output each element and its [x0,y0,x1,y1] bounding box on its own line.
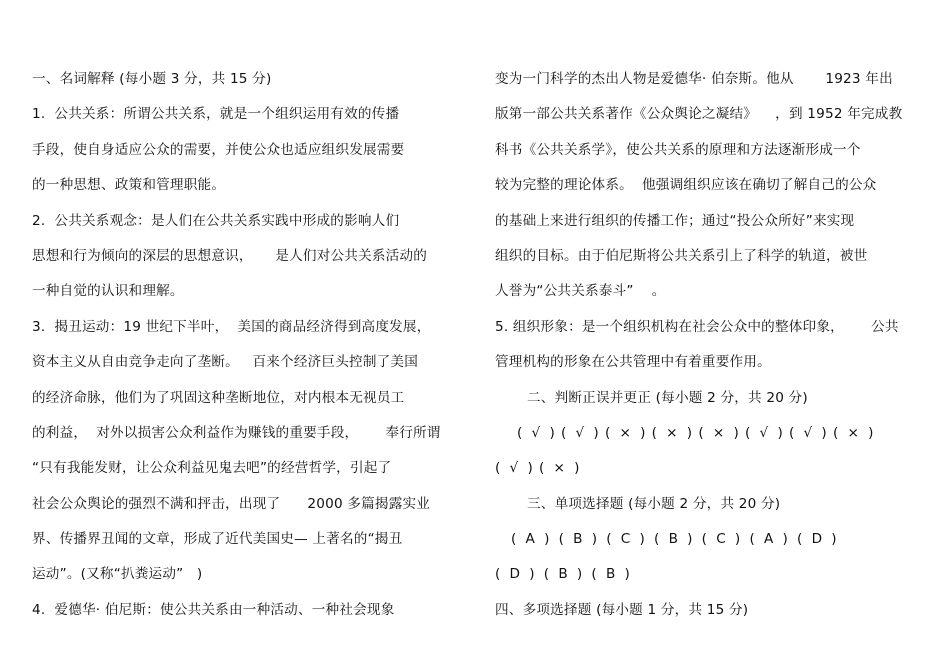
paren-open: ( [797,531,812,548]
paren-close: ) [540,424,555,441]
paren-close: ) [822,531,837,548]
paren-open: ( [538,460,554,477]
choice-answer-value: A [525,531,536,548]
choice-answer [654,522,693,557]
right-text-line: 组织的目标。由于伯尼斯将公共关系引上了科学的轨道，被世 [495,247,868,264]
paren-open: ( [698,424,713,441]
left-column [32,62,452,628]
choice-answer-value: D [811,531,823,548]
choice-answer-value: A [763,531,774,548]
paren-close: ) [773,531,789,548]
right-text-line: 的基础上来进行组织的传播工作；通过“投公众所好”来实现 [495,212,855,229]
choice-answer [702,522,741,557]
paren-open: ( [495,566,510,583]
choice-answer-value: C [620,531,631,548]
right-text-line: 科书《公共关系学》，使公共关系的原理和方法逐渐形成一个 [495,141,861,158]
judgement-answer [698,416,739,451]
judgement-answers-row-2 [495,451,920,486]
choice-answers-row-2 [495,557,920,592]
section4-heading: 四、多项选择题 (每小题 1 分，共 15 分) [495,601,749,618]
right-text-line: 较为完整的理论体系。 他强调组织应该在确切了解自己的公众 [495,177,877,194]
choice-answer-value: B [558,566,568,583]
judgement-answer-value: × [712,424,725,441]
paren-open: ( [604,424,620,441]
right-text-line: 变为一门科学的杰出人物是爱德华· 伯奈斯。他从 1923 年出 [495,71,893,87]
choice-answer-value: D [509,566,521,583]
right-text-line: 人誉为“公共关系泰斗” 。 [495,283,666,300]
paren-open: ( [543,566,559,583]
judgement-answer-value: √ [759,424,769,441]
left-text-line: 的经济命脉，他们为了巩固这种垄断地位，对内根本无视员工 [32,389,405,406]
paren-close: ) [565,460,580,477]
paren-open: ( [560,424,576,441]
choice-answer [495,557,535,592]
judgement-answer-value: √ [509,460,519,477]
choice-answer-value: B [668,531,679,548]
left-text-line: 一、名词解释 (每小题 3 分，共 15 分) [32,71,272,87]
left-text-line: 资本主义从自由竞争走向了垄断。 百来个经济巨头控制了美国 [32,354,418,371]
judgement-answer [833,416,874,451]
judgement-answer-value: × [619,424,632,441]
judgement-answer-value: × [666,424,678,441]
left-text-line: 的利益， 对外以损害公众利益作为赚钱的重要手段， 奉行所谓 [32,424,441,441]
left-text-line: 的一种思想、政策和管理职能。 [32,177,226,194]
paren-open: ( [788,424,804,441]
right-text-lines [495,62,920,381]
paren-open: ( [606,531,621,548]
paren-open: ( [701,531,717,548]
paren-open: ( [558,531,574,548]
choice-answer [544,557,583,592]
paren-open: ( [832,424,848,441]
paren-close: ) [518,460,533,477]
paren-close: ) [677,424,693,441]
choice-answer [511,522,550,557]
left-text-line: 手段，使自身适应公众的需要，并使公众也适应组织发展需要 [32,141,405,158]
paren-open: ( [511,531,526,548]
left-text-line: 界、传播界丑闻的文章，形成了近代美国史— 上著名的“揭丑 [32,531,403,548]
judgement-answer [561,416,599,451]
choice-answer-value: B [573,531,583,548]
judgement-answer-value: × [553,460,566,477]
paren-close: ) [631,424,646,441]
choice-answer-value: B [605,566,616,583]
left-text-line: 社会公众舆论的强烈不满和抨击，出现了 2000 多篇揭露实业 [32,495,431,512]
judgement-answer [605,416,646,451]
left-text-line: 3. 揭丑运动：19 世纪下半叶， 美国的商品经济得到高度发展， [32,318,431,335]
paren-close: ) [725,531,741,548]
judgement-answer [789,416,827,451]
paren-close: ) [724,424,739,441]
paren-close: ) [520,566,535,583]
judgement-answer-value: × [847,424,860,441]
choice-answer [559,522,598,557]
choice-answer-value: C [716,531,726,548]
left-text-line: 4. 爱德华· 伯尼斯：使公共关系由一种活动、一种社会现象 [32,601,395,618]
right-text-line: 5. 组织形象：是一个组织机构在社会公众中的整体印象， 公共 [495,318,899,335]
choice-answer [797,522,837,557]
judgement-answer [745,416,783,451]
paren-open: ( [517,424,532,441]
paren-open: ( [651,424,667,441]
left-text-line: 2. 公共关系观念：是人们在公共关系实践中形成的影响人们 [32,212,400,229]
left-text-line: 1. 公共关系：所谓公共关系，就是一个组织运用有效的传播 [32,106,400,123]
choice-answers-row-1 [495,522,920,557]
section3-heading: 三、单项选择题 (每小题 2 分，共 20 分) [527,495,781,512]
right-text-line: 管理机构的形象在公共管理中有着重要作用。 [495,354,771,371]
left-text-line: “只有我能发财，让公众利益见鬼去吧”的经营哲学，引起了 [32,460,392,477]
paren-open: ( [495,460,510,477]
judgement-answer [539,451,580,486]
judgement-answer-value: √ [575,424,585,441]
left-text-line: 一种自觉的认识和理解。 [32,283,184,300]
paren-close: ) [859,424,874,441]
paren-close: ) [567,566,583,583]
judgement-answer [517,416,555,451]
paren-open: ( [591,566,606,583]
paren-open: ( [654,531,669,548]
paren-close: ) [630,531,646,548]
judgement-answer [495,451,533,486]
judgement-answer-value: √ [531,424,541,441]
section2-heading: 二、判断正误并更正 (每小题 2 分，共 20 分) [527,389,808,406]
judgement-answer-value: √ [803,424,813,441]
judgement-answer [652,416,693,451]
right-text-line: 版第一部公共关系著作《公众舆论之凝结》 ，到 1952 年完成教 [495,106,903,123]
left-text-line: 思想和行为倾向的深层的思想意识， 是人们对公共关系活动的 [32,247,428,264]
paren-close: ) [535,531,550,548]
choice-answer [591,557,630,592]
choice-answer [749,522,788,557]
paren-close: ) [678,531,693,548]
paren-close: ) [615,566,631,583]
left-text-line: 运动”。(又称“扒粪运动” ) [32,566,203,583]
paren-open: ( [749,531,764,548]
right-column [495,62,920,628]
paren-close: ) [584,424,599,441]
judgement-answers-row-1 [495,416,920,451]
choice-answer [606,522,645,557]
paren-open: ( [745,424,760,441]
paren-close: ) [768,424,783,441]
paren-close: ) [812,424,827,441]
paren-close: ) [582,531,598,548]
